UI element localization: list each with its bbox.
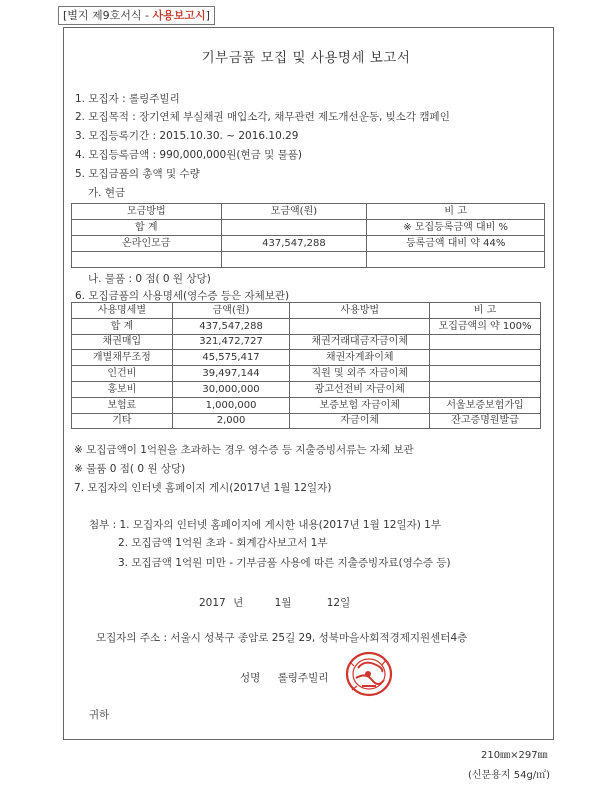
signature-label: 성명: [240, 672, 261, 684]
recipient: 귀하: [89, 709, 110, 721]
table-cell: 온라인모금: [72, 236, 222, 252]
signature-name: 롤링주빌리: [277, 672, 329, 684]
table-row: [72, 397, 541, 413]
table-header-row: [72, 204, 545, 220]
table-cell: 합 계: [72, 220, 222, 236]
table-cell: [430, 366, 541, 382]
table-cell: 45,575,417: [172, 350, 290, 366]
table-cell: ※ 모집등록금액 대비 %: [367, 220, 545, 236]
table-cell: 잔고증명원발급: [430, 413, 541, 429]
table-cell: 437,547,288: [172, 318, 290, 334]
table-row: [72, 252, 545, 268]
cash-table: [71, 203, 545, 268]
usage-table: [71, 302, 541, 429]
table-cell: 등록금액 대비 약 44%: [367, 236, 545, 252]
item-homepage: 7. 모집자의 인터넷 홈페이지 게시(2017년 1월 12일자): [74, 482, 332, 494]
header-cell: 사용방법: [290, 303, 430, 319]
date-year: 2017: [199, 597, 226, 609]
table-row: [72, 413, 541, 429]
table-cell: [367, 252, 545, 268]
table-cell: 보증보험 자금이체: [290, 397, 430, 413]
table-cell: 채권자계좌이체: [290, 350, 430, 366]
item-purpose: 2. 모집목적 : 장기연체 부실채권 매입소각, 채무관련 제도개선운동, 빚소각 캠페인: [75, 111, 450, 123]
signature-line: [240, 671, 328, 685]
date-month: 1월: [274, 597, 292, 609]
header-cell: 모금방법: [72, 204, 222, 220]
table-header-row: [72, 303, 541, 319]
note-receipts: ※ 모집금액이 1억원을 초과하는 경우 영수증 등 지출증빙서류는 자체 보관: [74, 444, 414, 456]
table-cell: 인건비: [72, 366, 173, 382]
table-row: [72, 366, 541, 382]
form-tag-highlight: 사용보고시: [152, 9, 206, 22]
table-cell: 39,497,144: [172, 366, 290, 382]
table-cell: 자금이체: [290, 413, 430, 429]
table-cell: 모집금액의 약 100%: [430, 318, 541, 334]
item-total: 5. 모집금품의 총액 및 수량: [75, 168, 200, 180]
table-row: [72, 334, 541, 350]
table-cell: [72, 252, 222, 268]
table-cell: 2,000: [172, 413, 290, 429]
date-day: 12일: [326, 597, 351, 609]
form-number-tag: [58, 6, 215, 25]
table-row: [72, 236, 545, 252]
paper-size: 210㎜×297㎜: [481, 750, 548, 761]
note-goods: ※ 물품 0 점( 0 원 상당): [74, 463, 186, 475]
table-cell: 기타: [72, 413, 173, 429]
header-cell: 금액(원): [172, 303, 290, 319]
form-tag-prefix: [별지 제9호서식 -: [63, 9, 153, 22]
item-period: 3. 모집등록기간 : 2015.10.30. ~ 2016.10.29: [75, 130, 299, 142]
table-cell: 개별채무조정: [72, 350, 173, 366]
table-cell: 직원 및 외주 자금이체: [290, 366, 430, 382]
table-cell: [290, 318, 430, 334]
table-cell: 채권매입: [72, 334, 173, 350]
table-cell: 합 계: [72, 318, 173, 334]
paper-weight: (신문용지 54g/㎡): [468, 770, 551, 781]
table-row: [72, 220, 545, 236]
table-cell: 30,000,000: [172, 381, 290, 397]
date-year-unit: 년: [233, 597, 244, 609]
header-cell: 모금액(원): [221, 204, 367, 220]
table-cell: [221, 220, 367, 236]
document-title: 기부금품 모집 및 사용명세 보고서: [201, 50, 411, 66]
table-cell: [430, 334, 541, 350]
table-cell: 보험료: [72, 397, 173, 413]
item-usage-heading: 6. 모집금품의 사용명세(영수증 등은 자체보관): [75, 290, 290, 302]
item-cash-heading: 가. 현금: [88, 187, 126, 199]
item-goods: 나. 물품 : 0 점( 0 원 상당): [88, 273, 211, 285]
header-cell: 사용명세별: [72, 303, 173, 319]
collector-address: 모집자의 주소 : 서울시 성북구 종암로 25길 29, 성북마을사회적경제지원센터4층: [96, 632, 468, 644]
attachment-3: 3. 모집금액 1억원 미만 - 기부금품 사용에 따른 지출증빙자료(영수증 등): [118, 557, 451, 569]
attachment-1: 첨부 : 1. 모집자의 인터넷 홈페이지에 게시한 내용(2017년 1월 12일자) 1부: [89, 519, 441, 531]
attachment-2: 2. 모집금액 1억원 초과 - 회계감사보고서 1부: [118, 537, 328, 549]
table-cell: 채권거래대금자금이체: [290, 334, 430, 350]
header-cell: 비 고: [430, 303, 541, 319]
table-cell: 321,472,727: [172, 334, 290, 350]
table-cell: [221, 252, 367, 268]
table-cell: 광고선전비 자금이체: [290, 381, 430, 397]
table-cell: [430, 381, 541, 397]
header-cell: 비 고: [367, 204, 545, 220]
table-cell: 서울보증보험가입: [430, 397, 541, 413]
table-cell: 1,000,000: [172, 397, 290, 413]
report-date: [199, 596, 350, 610]
table-row: [72, 381, 541, 397]
table-row: [72, 350, 541, 366]
item-amount: 4. 모집등록금액 : 990,000,000원(현금 및 물품): [75, 149, 302, 161]
table-cell: [430, 350, 541, 366]
form-tag-suffix: ]: [205, 9, 210, 22]
official-seal-stamp: [344, 650, 394, 698]
table-cell: 홍보비: [72, 381, 173, 397]
table-row: [72, 318, 541, 334]
item-collector: 1. 모집자 : 롤링주빌리: [75, 93, 180, 105]
table-cell: 437,547,288: [221, 236, 367, 252]
